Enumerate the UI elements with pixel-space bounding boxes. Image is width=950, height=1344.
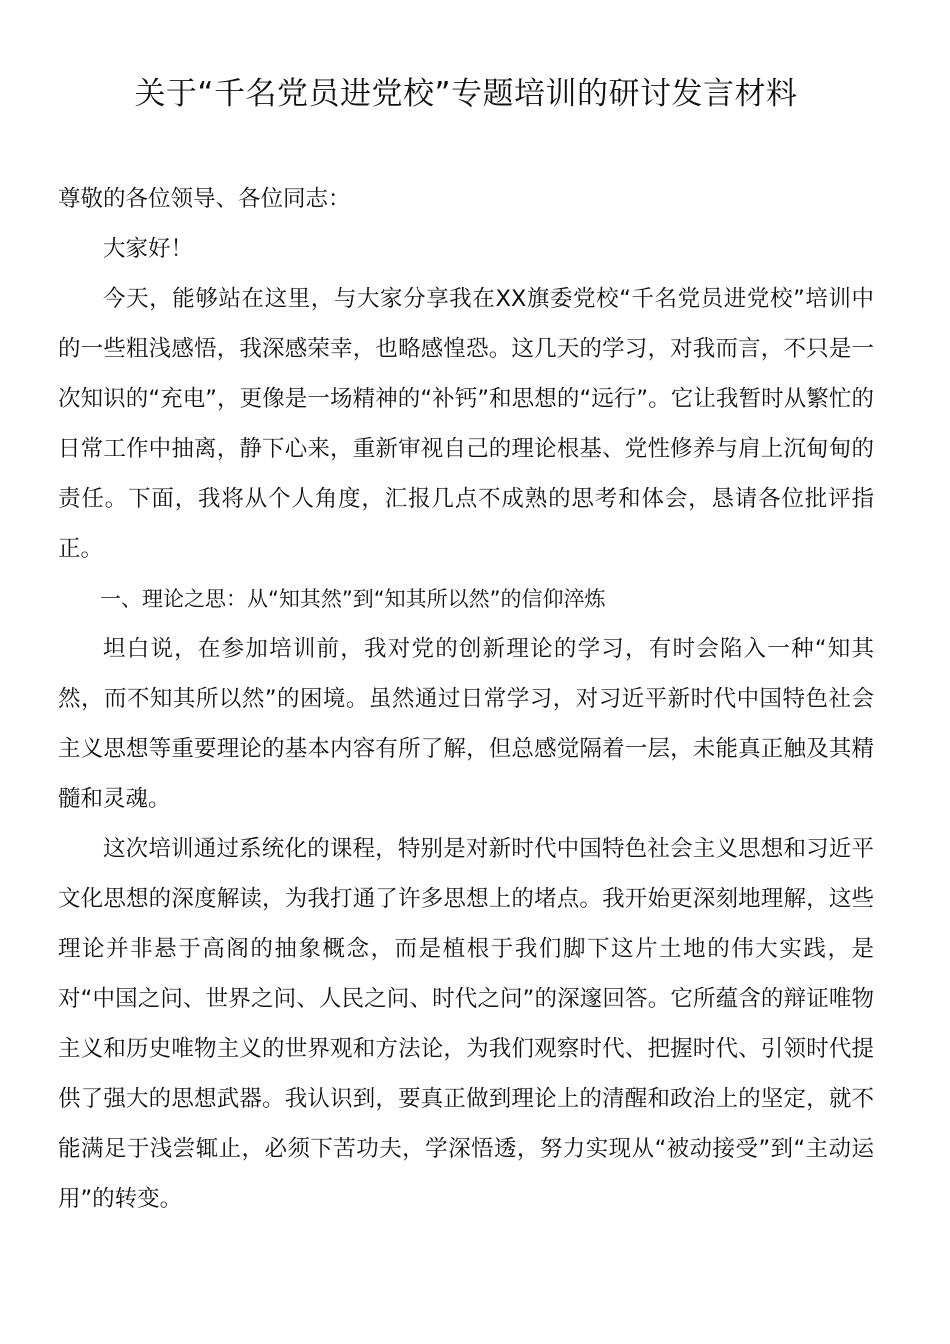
salutation: 尊敬的各位领导、各位同志： xyxy=(58,186,351,212)
document-body xyxy=(58,174,874,1224)
intro-paragraph: 今天，能够站在这里，与大家分享我在XX旗委党校“千名党员进党校”培训中的一些粗浅感悟，我深感荣幸，也略感惶恐。这几天的学习，对我而言，不只是一次知识的“充电”，更像是一场精神的“补钙”和思想的“远行”。它让我暂时从繁忙的日常工作中抽离，静下心来，重新审视自己的理论根基、党性修养与肩上沉甸甸的责任。下面，我将从个人角度，汇报几点不成熟的思考和体会，恳请各位批评指正。 xyxy=(58,286,874,562)
body-paragraph: 这次培训通过系统化的课程，特别是对新时代中国特色社会主义思想和习近平文化思想的深度解读，为我打通了许多思想上的堵点。我开始更深刻地理解，这些理论并非悬于高阁的抽象概念，而是植根于我们脚下这片土地的伟大实践，是对“中国之问、世界之问、人民之问、时代之问”的深邃回答。它所蕴含的辩证唯物主义和历史唯物主义的世界观和方法论，为我们观察时代、把握时代、引领时代提供了强大的思想武器。我认识到，要真正做到理论上的清醒和政治上的坚定，就不能满足于浅尝辄止，必须下苦功夫，学深悟透，努力实现从“被动接受”到“主动运用”的转变。 xyxy=(58,836,874,1212)
section-heading-1: 一、理论之思：从“知其然”到“知其所以然”的信仰淬炼 xyxy=(100,587,606,611)
body-paragraph: 坦白说，在参加培训前，我对党的创新理论的学习，有时会陷入一种“知其然，而不知其所以然”的困境。虽然通过日常学习，对习近平新时代中国特色社会主义思想等重要理论的基本内容有所了解，但总感觉隔着一层，未能真正触及其精髓和灵魂。 xyxy=(58,636,874,812)
document-title: 关于“千名党员进党校”专题培训的研讨发言材料 xyxy=(134,76,798,112)
greeting-paragraph: 大家好！ xyxy=(103,236,194,262)
